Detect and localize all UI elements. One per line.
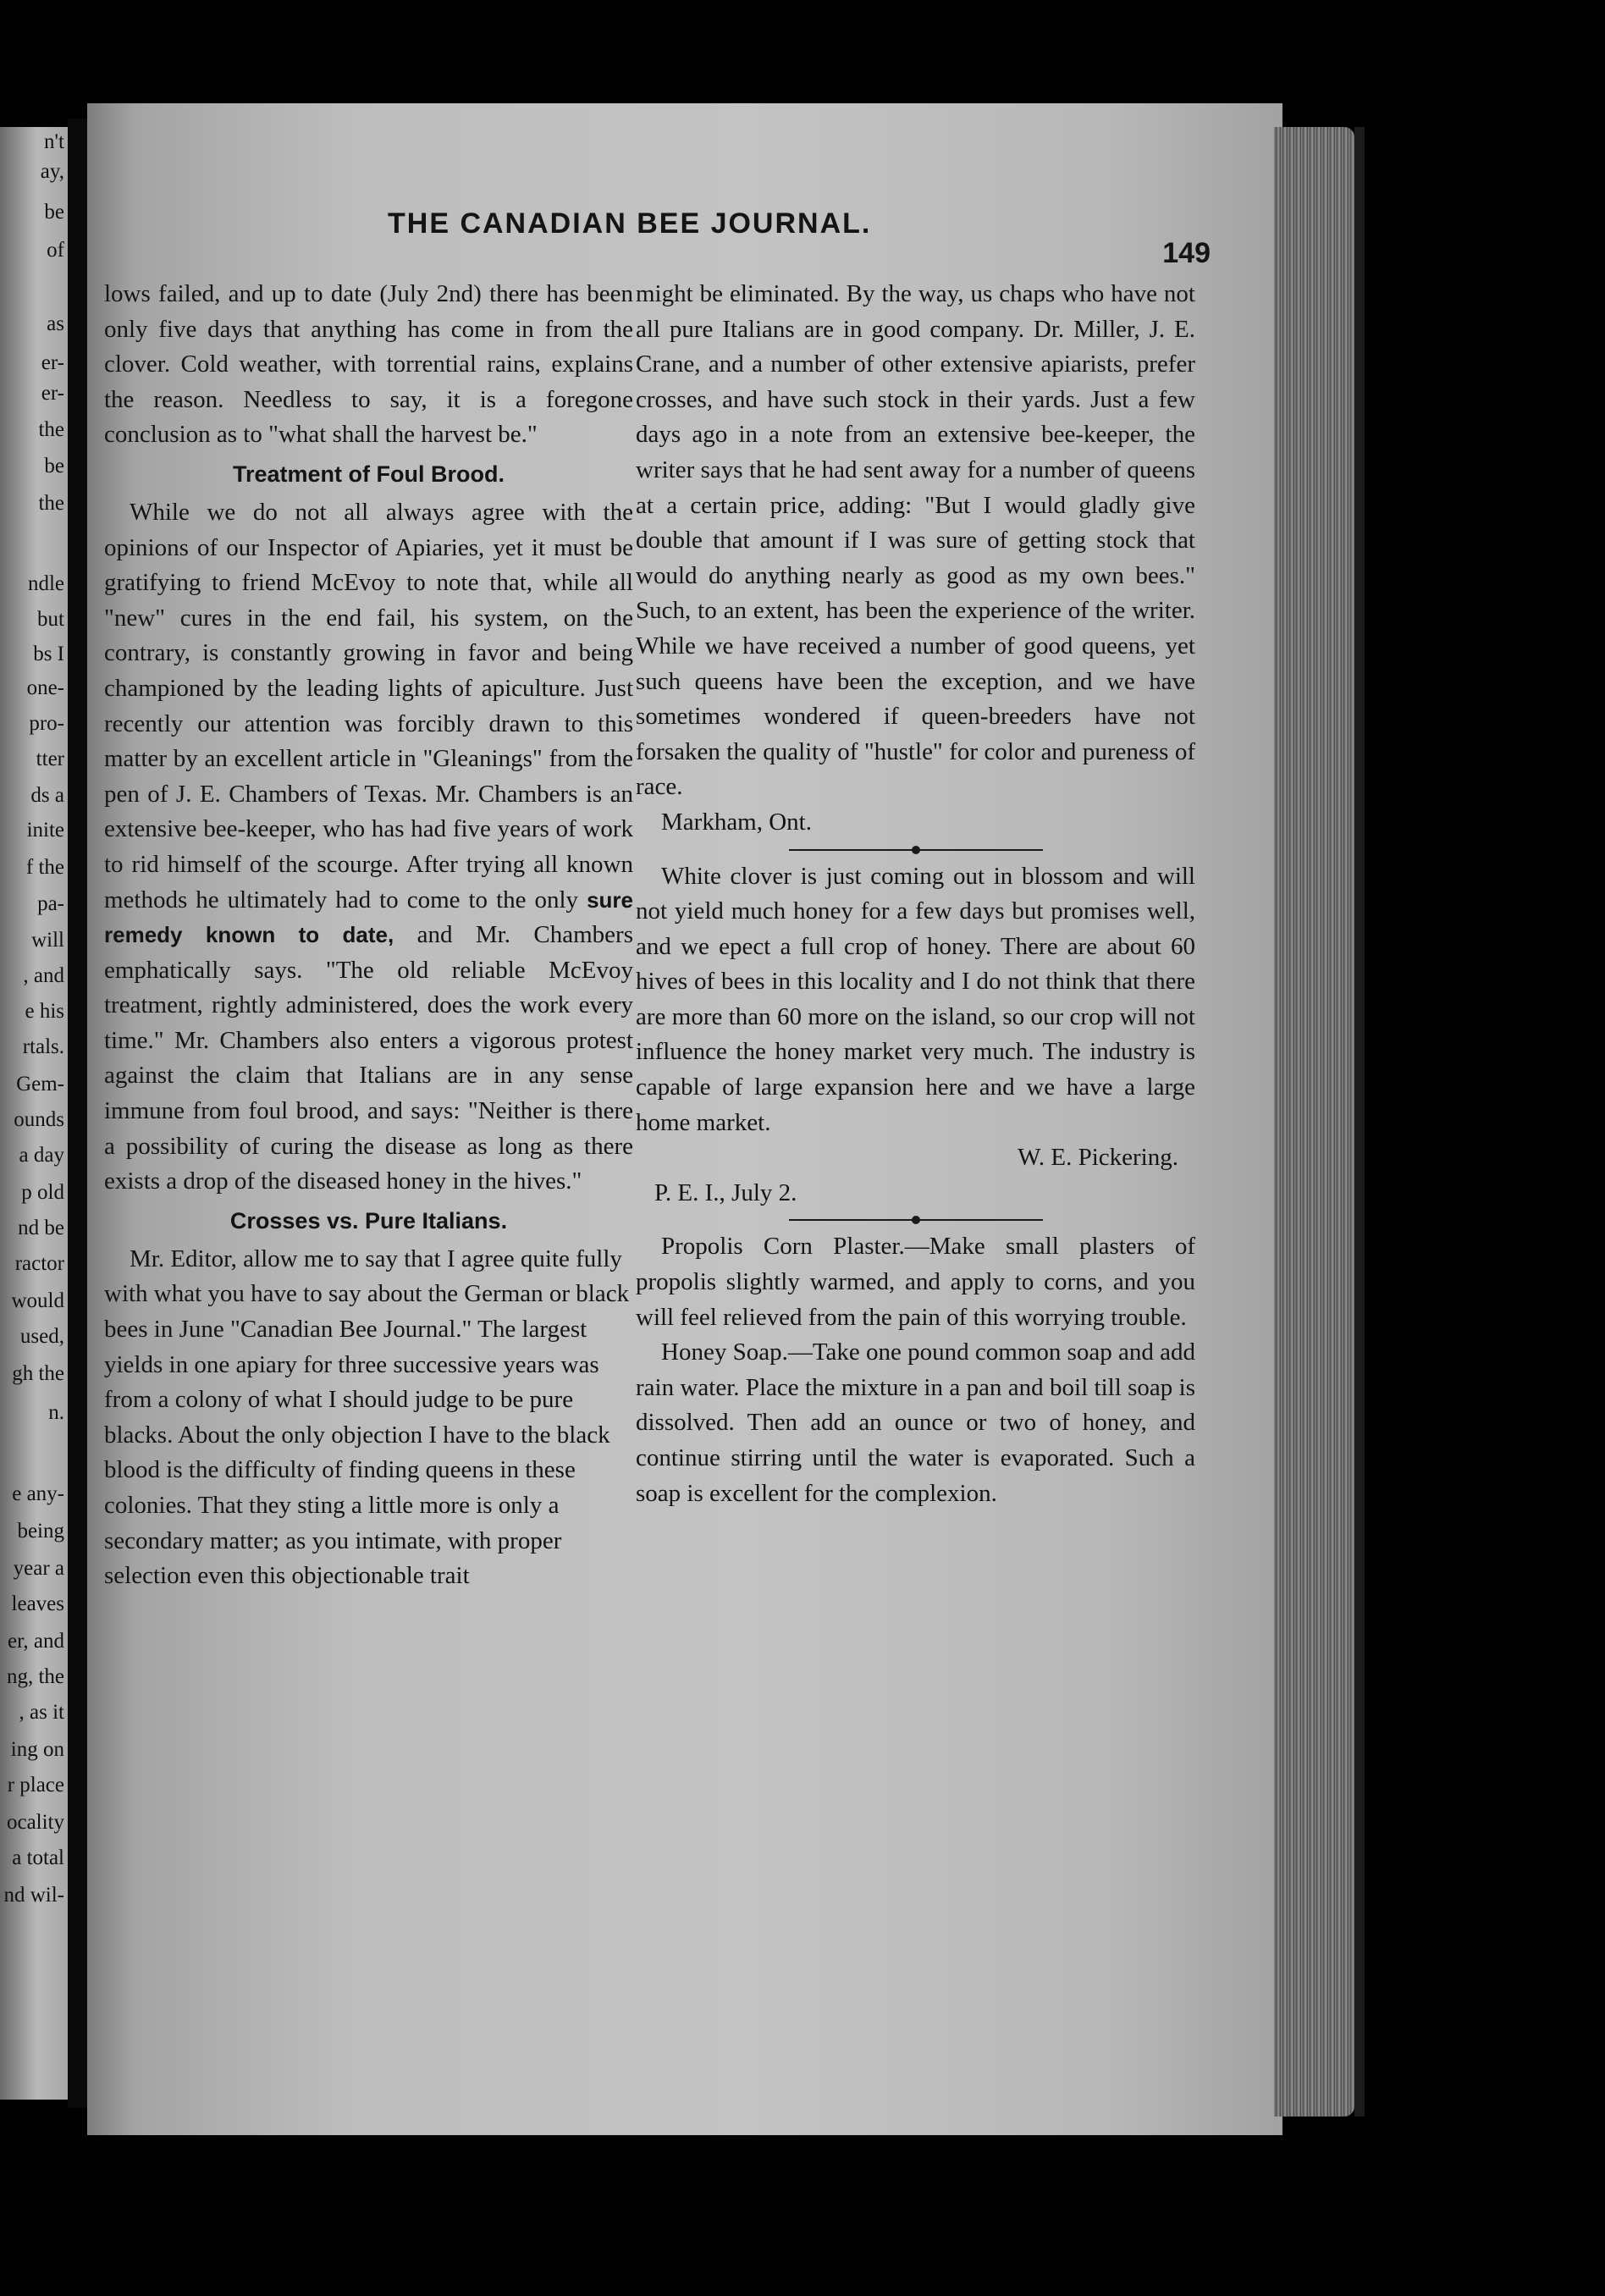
- margin-fragment: e any-: [12, 1482, 64, 1505]
- margin-fragment: will: [31, 929, 64, 952]
- dateline-pei: P. E. I., July 2.: [654, 1178, 797, 1206]
- margin-fragment: inite: [26, 819, 64, 842]
- margin-fragment: being: [17, 1520, 64, 1543]
- dateline-markham: Markham, Ont.: [661, 808, 812, 836]
- margin-fragment: the: [38, 418, 64, 441]
- book-page: [87, 103, 1282, 2135]
- gutter: [68, 119, 89, 2108]
- margin-fragment: ng, the: [6, 1665, 64, 1688]
- margin-fragment: pa-: [37, 892, 64, 915]
- left-column: [104, 277, 633, 1594]
- margin-fragment: nd wil-: [3, 1884, 64, 1907]
- margin-fragment: f the: [25, 856, 64, 879]
- section-rule: [636, 1211, 1195, 1229]
- margin-fragment: ing on: [10, 1738, 64, 1761]
- margin-fragment: bs I: [33, 643, 64, 665]
- facing-page-fragment: [0, 127, 68, 2100]
- margin-fragment: as: [47, 312, 64, 335]
- page-shadow: [1354, 127, 1365, 2117]
- margin-fragment: rtals.: [22, 1035, 64, 1058]
- margin-fragment: be: [44, 455, 64, 477]
- margin-fragment: but: [37, 608, 64, 631]
- paragraph-propolis: Propolis Corn Plaster.—Make small plasters of propolis slightly warmed, and apply to corns, and you will feel relieved from the pain of this worrying trouble.: [636, 1233, 1195, 1331]
- margin-fragment: ds a: [30, 784, 64, 807]
- margin-fragment: n't: [44, 130, 64, 153]
- margin-fragment: gh the: [12, 1362, 64, 1385]
- margin-fragment: ounds: [14, 1108, 64, 1131]
- margin-fragment: nd be: [18, 1217, 64, 1239]
- section-rule: [636, 841, 1195, 859]
- paragraph-harvest: lows failed, and up to date (July 2nd) there has been only five days that anything has come in from the clover. Cold weather, with torrential rains, explains the reason. Needless to say, it is a foregone conclusion as to "what shall the harvest be.": [104, 280, 633, 449]
- running-head: THE CANADIAN BEE JOURNAL.: [388, 207, 872, 240]
- page-number: 149: [1162, 237, 1211, 269]
- margin-fragment: e his: [25, 1000, 64, 1023]
- margin-fragment: one-: [26, 676, 64, 699]
- margin-fragment: er-: [41, 351, 64, 374]
- margin-fragment: used,: [19, 1325, 64, 1348]
- paragraph-crosses: Mr. Editor, allow me to say that I agree quite fully with what you have to say about the German or black bees in June "Canadian Bee Journal." The largest yields in one apiary for three successive years was from a colony of what I should judge to be pure blacks. About the only objection I have to the black blood is the difficulty of finding queens in these colonies. That they sting a little more is only a secondary matter; as you intimate, with proper selection even this objectionable trait: [104, 1245, 630, 1590]
- heading-crosses: Crosses vs. Pure Italians.: [229, 1207, 508, 1234]
- margin-fragment: a total: [12, 1846, 64, 1869]
- margin-fragment: ractor: [14, 1252, 64, 1275]
- page-edges: [1274, 127, 1354, 2117]
- margin-fragment: be: [44, 201, 64, 224]
- margin-fragment: , and: [23, 964, 64, 987]
- margin-fragment: er, and: [7, 1630, 64, 1653]
- margin-fragment: leaves: [11, 1592, 64, 1615]
- margin-fragment: a day: [19, 1144, 64, 1167]
- margin-fragment: of: [47, 239, 64, 262]
- margin-fragment: ocality: [6, 1811, 64, 1834]
- paragraph-foul-brood: While we do not all always agree with the opinions of our Inspector of Apiaries, yet it must be gratifying to friend McEvoy to note that, while all "new" cures in the end fail, his system, on the contrary, is constantly growing in favor and being championed by the leading lights of apiculture. Just recently our attention was forcibly drawn to this matter by an excellent article in "Gleanings" from the pen of J. E. Chambers of Texas. Mr. Chambers is an extensive bee-keeper, who has had five years of work to rid himself of the scourge. After trying all known methods he ultimately had to come to the only sure remedy known to date, and Mr. Chambers emphatically says. "The old reliable McEvoy treatment, rightly administered, does the work every time." Mr. Chambers also enters a vigorous protest against the claim that Italians are in any sense immune from foul brood, and says: "Neither is there a possibility of curing the disease as long as there exists a drop of the diseased honey in the hives.": [104, 498, 633, 1195]
- signature-pickering: W. E. Pickering.: [1018, 1144, 1178, 1172]
- margin-fragment: , as it: [19, 1701, 64, 1724]
- paragraph-white-clover: White clover is just coming out in blossom and will not yield much honey for a few days but promises well, and we epect a full crop of honey. There are about 60 hives of bees in this locality and I do not think that there are more than 60 more on the island, so our crop will not influence the honey market very much. The industry is capable of large expansion here and we have a large home market.: [636, 862, 1195, 1136]
- margin-fragment: r place: [7, 1774, 64, 1797]
- margin-fragment: would: [11, 1289, 64, 1312]
- margin-fragment: ndle: [27, 572, 64, 595]
- margin-fragment: the: [38, 492, 64, 515]
- paragraph-italians-cont: might be eliminated. By the way, us chaps who have not all pure Italians are in good company. Dr. Miller, J. E. Crane, and a number of other extensive apiarists, prefer crosses, and have such stock in their yards. Just a few days ago in a note from an extensive bee-keeper, the writer says that he had sent away for a number of queens at a certain price, adding: "But I would gladly give double that amount if I was sure of getting stock that would do anything nearly as good as my own bees." Such, to an extent, has been the experience of the writer. While we have received a number of good queens, yet such queens have been the exception, and we have sometimes wondered if queen-breeders have not forsaken the quality of "hustle" for color and pureness of race.: [636, 280, 1195, 801]
- paragraph-honey-soap: Honey Soap.—Take one pound common soap and add rain water. Place the mixture in a pan and boil till soap is dissolved. Then add an ounce or two of honey, and continue stirring until the water is evaporated. Such a soap is excellent for the complexion.: [636, 1338, 1196, 1507]
- margin-fragment: pro-: [29, 712, 64, 735]
- right-column: [636, 277, 1195, 1511]
- margin-fragment: year a: [13, 1557, 64, 1580]
- heading-foul-brood: Treatment of Foul Brood.: [233, 461, 505, 487]
- margin-fragment: n.: [48, 1401, 64, 1424]
- margin-fragment: er-: [41, 382, 64, 405]
- margin-fragment: Gem-: [16, 1073, 64, 1096]
- margin-fragment: tter: [36, 748, 64, 770]
- bold-phrase: sure remedy known to date,: [104, 886, 633, 948]
- margin-fragment: p old: [21, 1181, 64, 1204]
- margin-fragment: ay,: [40, 160, 64, 183]
